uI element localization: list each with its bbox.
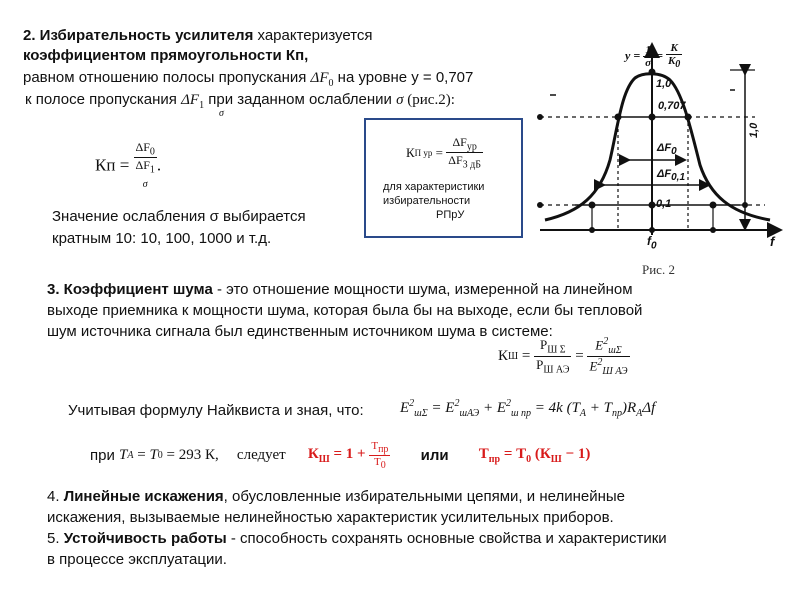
result-line: при TA = T0 = 293 К, следует $К_Ш = 1$ + $\frac{Т_{пр}}{Т_0}$ или $Т_{пр} = Т_0$ $(К_Ш - 1)$ bbox=[90, 440, 591, 472]
dot-axis-right bbox=[710, 227, 716, 233]
attenuation-line-1: Значение ослабления σ выбирается bbox=[52, 208, 306, 225]
noise-line-3: шум источника сигнала был единственным источником шума в системе: bbox=[47, 323, 553, 340]
label-df01: $\Delta F_{0,1}$ bbox=[657, 168, 686, 184]
box-caption: для характеристики избирательности РПрУ bbox=[383, 181, 485, 221]
label-f0: $f_0$ bbox=[647, 234, 657, 252]
dot-0707-right bbox=[685, 114, 692, 121]
intro-sigma-sub: σ bbox=[219, 108, 224, 119]
intro-title: 2. Избирательность усилителя bbox=[23, 27, 254, 44]
label-height: 1,0 bbox=[748, 122, 760, 138]
dot-axis-01 bbox=[537, 202, 543, 208]
formula-kp: Кп = $\Delta F_0$ $\Delta F_1$ σ . bbox=[95, 140, 162, 190]
figure-response-curve bbox=[530, 20, 790, 280]
noise-line-1: 3. Коэффициент шума - это отношение мощности шума, измеренной на линейном bbox=[47, 281, 633, 298]
dot-axis-left bbox=[589, 227, 595, 233]
figure-caption: Рис. 2 bbox=[642, 262, 675, 277]
distortion-line-1: 4. Линейные искажения, обусловленные избирательными цепями, и нелинейные bbox=[47, 488, 625, 505]
dot-01-center bbox=[649, 202, 656, 209]
stability-line-1: 5. Устойчивость работы - способность сохранять основные свойства и характеристики bbox=[47, 530, 667, 547]
nyquist-formula: $E^2_{ш\Sigma} = E^2_{шАЭ} + E^2_{ш пр} = 4k$ $(T_A + T_{пр})R_A\Delta f$ bbox=[400, 398, 656, 419]
dot-height-bottom bbox=[742, 202, 748, 208]
label-0-1: 0,1 bbox=[656, 198, 672, 210]
distortion-line-2: искажения, вызываемые нелинейностью характеристик усилительных приборов. bbox=[47, 509, 614, 526]
figure-formula: y = $\frac{1}{\sigma}$ = $\frac{K}{K_0}$ bbox=[625, 42, 681, 71]
dot-f0 bbox=[649, 227, 655, 233]
intro-line-2: коэффициентом прямоугольности Кп, bbox=[23, 47, 309, 64]
noise-line-2: выходе приемника к мощности шума, которая была бы на выходе, если бы тепловой bbox=[47, 302, 643, 319]
dot-axis-0707 bbox=[537, 114, 543, 120]
intro-line-4: к полосе пропускания $\Delta F_1$ при заданном ослаблении σ (рис.2): bbox=[25, 91, 455, 111]
selectivity-box bbox=[364, 118, 523, 238]
dot-0707-left bbox=[615, 114, 622, 121]
dot-0707-center bbox=[649, 114, 656, 121]
dot-01-left bbox=[589, 202, 596, 209]
intro-line-3: равном отношению полосы пропускания $\Delta F_0$ на уровне y = 0,707 bbox=[23, 69, 474, 89]
formula-noise-figure: КШ = $\frac{Р_{Ш \Sigma}}{Р_{Ш АЭ}}$ = $\frac{E^2_{ш\Sigma}}{E^2_{Ш АЭ}}$ bbox=[498, 336, 628, 377]
label-0707: 0,707 bbox=[658, 100, 686, 112]
label-1-0: 1,0 bbox=[656, 78, 672, 90]
stability-line-2: в процессе эксплуатации. bbox=[47, 551, 227, 568]
attenuation-line-2: кратным 10: 10, 100, 1000 и т.д. bbox=[52, 230, 272, 247]
label-f: f bbox=[770, 234, 775, 249]
nyquist-text: Учитывая формулу Найквиста и зная, что: bbox=[68, 402, 364, 419]
intro-line-1: 2. Избирательность усилителя характеризуется bbox=[23, 27, 373, 44]
dot-01-right bbox=[710, 202, 717, 209]
label-df0: $\Delta F_0$ bbox=[657, 142, 677, 158]
box-formula: КП ур = $\frac{\Delta F_{ур}}{\Delta F_{3 дБ}}$ bbox=[406, 135, 481, 171]
